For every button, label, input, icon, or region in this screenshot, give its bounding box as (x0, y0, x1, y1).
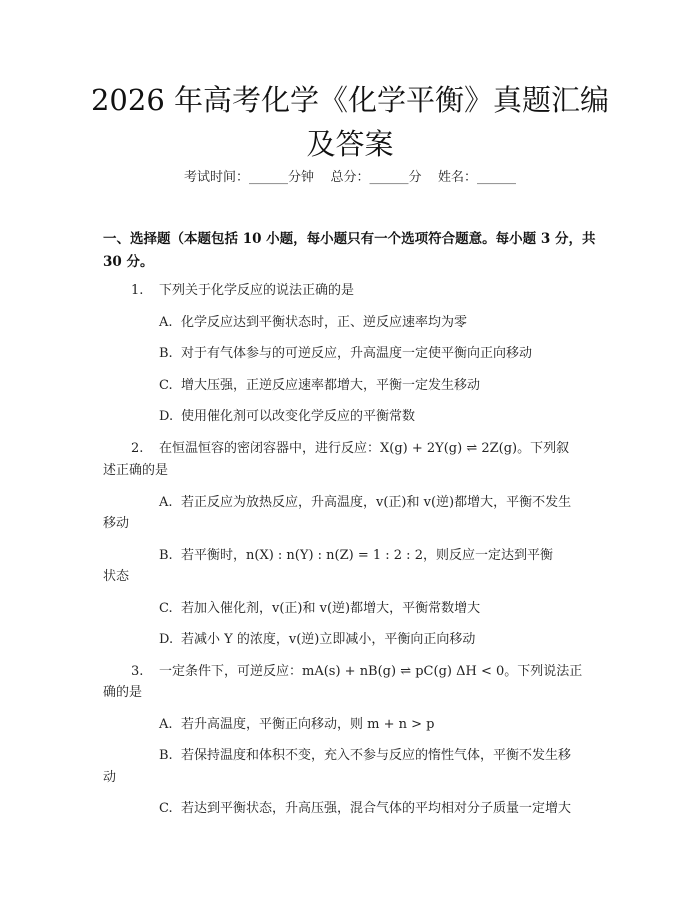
exam-info-line: 考试时间：______分钟 总分：______分 姓名：______ (183, 170, 517, 185)
option-letter: A. (159, 495, 173, 510)
question-2-stem (131, 439, 569, 459)
option-letter: B. (159, 346, 173, 361)
question-number: 2. (131, 441, 144, 456)
question-1-stem (131, 281, 354, 301)
question-text: 一定条件下，可逆反应：mA(s) + nB(g) ⇌ pC(g) ΔH < 0。下列说法正 (159, 664, 583, 679)
option-letter: C. (159, 601, 173, 616)
question-number: 3. (131, 664, 144, 679)
option-text: 若加入催化剂，v(正)和 v(逆)都增大，平衡常数增大 (181, 601, 481, 616)
question-2-option-d (159, 630, 475, 650)
option-letter: A. (159, 717, 173, 732)
question-3-option-b-continued: 动 (103, 770, 117, 785)
question-2-option-c (159, 599, 480, 619)
question-3-stem (131, 662, 582, 682)
question-2-option-a (159, 493, 571, 513)
section-heading-multiple-choice: 一、选择题（本题包括 10 小题，每小题只有一个选项符合题意。每小题 3 分，共 30 分。 (103, 231, 596, 270)
option-text: 若升高温度，平衡正向移动，则 m + n > p (181, 717, 435, 732)
option-text: 若保持温度和体积不变，充入不参与反应的惰性气体，平衡不发生移 (181, 748, 572, 763)
question-1-option-b (159, 344, 532, 364)
question-3-stem-continued: 确的是 (103, 685, 143, 700)
question-1-option-a (159, 313, 467, 333)
option-text: 若平衡时，n(X) : n(Y) : n(Z) = 1 : 2 : 2，则反应一定达到平衡 (181, 548, 553, 563)
question-3-option-b (159, 746, 571, 766)
option-letter: B. (159, 548, 173, 563)
question-2-option-a-continued: 移动 (103, 516, 130, 531)
document-title: 2026 年高考化学《化学平衡》真题汇编及答案 (90, 83, 610, 161)
option-text: 使用催化剂可以改变化学反应的平衡常数 (181, 409, 416, 424)
question-text: 在恒温恒容的密闭容器中，进行反应：X(g) + 2Y(g) ⇌ 2Z(g)。下列叙 (159, 441, 570, 456)
option-letter: C. (159, 801, 173, 816)
option-letter: C. (159, 378, 173, 393)
option-text: 若减小 Y 的浓度，v(逆)立即减小，平衡向正向移动 (181, 632, 476, 647)
question-3-option-a (159, 715, 434, 735)
option-text: 若正反应为放热反应，升高温度，v(正)和 v(逆)都增大，平衡不发生 (181, 495, 572, 510)
question-text: 下列关于化学反应的说法正确的是 (159, 283, 355, 298)
option-letter: B. (159, 748, 173, 763)
option-letter: A. (159, 315, 173, 330)
option-letter: D. (159, 409, 174, 424)
option-text: 增大压强，正逆反应速率都增大，平衡一定发生移动 (181, 378, 481, 393)
option-text: 若达到平衡状态，升高压强，混合气体的平均相对分子质量一定增大 (181, 801, 572, 816)
question-1-option-c (159, 376, 480, 396)
question-2-stem-continued: 述正确的是 (103, 463, 169, 478)
option-letter: D. (159, 632, 174, 647)
question-3-option-c (159, 799, 571, 819)
question-2-option-b-continued: 状态 (103, 569, 130, 584)
option-text: 对于有气体参与的可逆反应，升高温度一定使平衡向正向移动 (181, 346, 533, 361)
question-1-option-d (159, 407, 415, 427)
option-text: 化学反应达到平衡状态时，正、逆反应速率均为零 (181, 315, 468, 330)
question-2-option-b (159, 546, 553, 566)
question-number: 1. (131, 283, 144, 298)
